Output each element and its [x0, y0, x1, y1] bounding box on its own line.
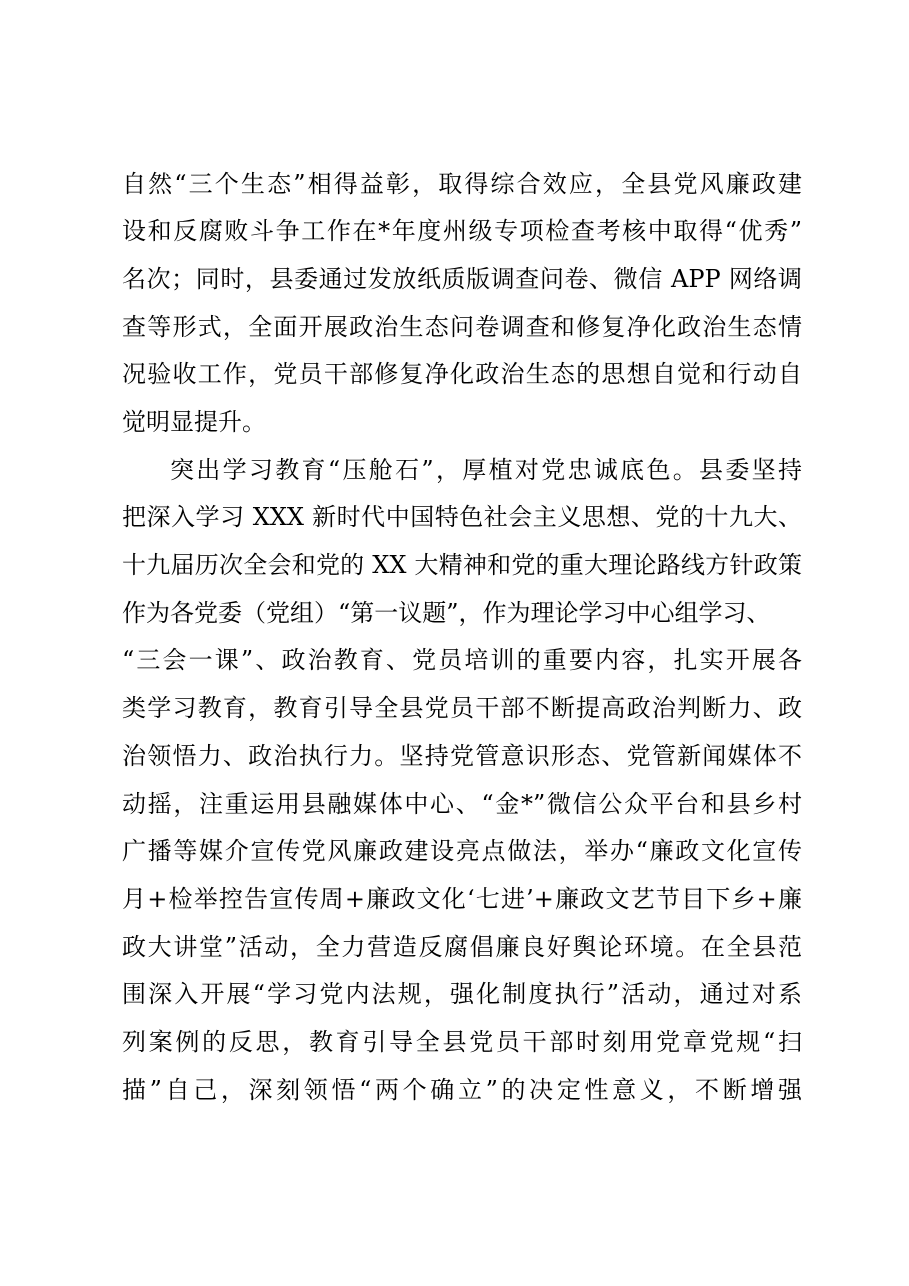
paragraph-1-line-3: 名次；同时，县委通过发放纸质版调查问卷、微信 APP 网络调 [122, 265, 802, 293]
paragraph-2-line-12: 围深入开展“学习党内法规，强化制度执行”活动，通过对系 [122, 980, 802, 1008]
paragraph-2-line-10: 月+检举控告宣传周+廉政文化‘七进’+廉政文艺节目下乡+廉 [122, 885, 802, 913]
paragraph-2-line-1: 突出学习教育“压舱石”，厚植对党忠诚底色。县委坚持 [170, 456, 802, 484]
paragraph-2-line-6: 类学习教育，教育引导全县党员干部不断提高政治判断力、政 [122, 694, 802, 722]
paragraph-2-line-4: 作为各党委（党组）“第一议题”，作为理论学习中心组学习、 [122, 599, 771, 627]
paragraph-2-line-9: 广播等媒介宣传党风廉政建设亮点做法，举办“廉政文化宣传 [122, 837, 802, 865]
paragraph-2-line-14: 描”自己，深刻领悟“两个确立”的决定性意义，不断增强 [122, 1076, 802, 1104]
paragraph-2-line-8: 动摇，注重运用县融媒体中心、“金*”微信公众平台和县乡村 [122, 790, 802, 818]
paragraph-1-line-4: 查等形式，全面开展政治生态问卷调查和修复净化政治生态情 [122, 313, 802, 341]
paragraph-2-line-7: 治领悟力、政治执行力。坚持党管意识形态、党管新闻媒体不 [122, 742, 802, 770]
paragraph-1-line-1: 自然“三个生态”相得益彰，取得综合效应，全县党风廉政建 [122, 170, 802, 198]
paragraph-1-line-6: 觉明显提升。 [122, 408, 266, 436]
paragraph-2-line-13: 列案例的反思，教育引导全县党员干部时刻用党章党规“扫 [122, 1028, 802, 1056]
paragraph-1-line-2: 设和反腐败斗争工作在*年度州级专项检查考核中取得“优秀” [122, 217, 802, 245]
paragraph-2-line-3: 十九届历次全会和党的 XX 大精神和党的重大理论路线方针政策 [122, 551, 802, 579]
paragraph-1-line-5: 况验收工作，党员干部修复净化政治生态的思想自觉和行动自 [122, 360, 802, 388]
paragraph-2-line-11: 政大讲堂”活动，全力营造反腐倡廉良好舆论环境。在全县范 [122, 933, 802, 961]
paragraph-2-line-5: “三会一课”、政治教育、党员培训的重要内容，扎实开展各 [122, 646, 802, 674]
paragraph-2-line-2: 把深入学习 XXX 新时代中国特色社会主义思想、党的十九大、 [122, 503, 802, 531]
